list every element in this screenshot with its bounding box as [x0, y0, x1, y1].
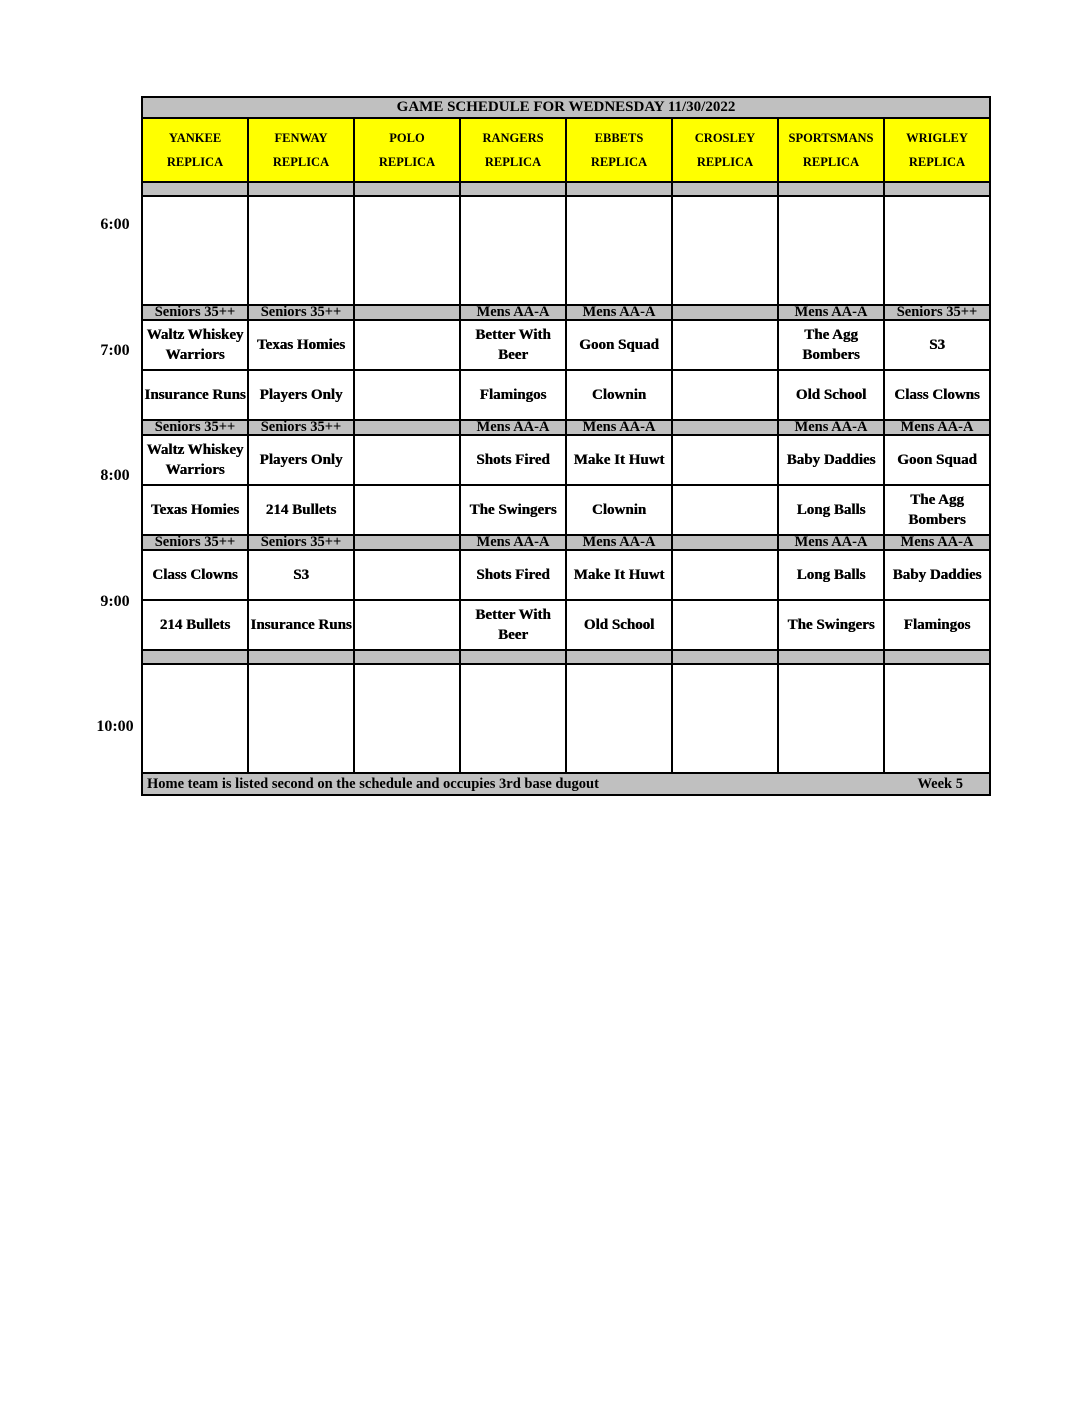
home-team-cell: Class Clowns	[884, 370, 990, 420]
division-cell	[672, 305, 778, 320]
field-header	[142, 118, 248, 182]
away-team-cell	[672, 320, 778, 370]
empty-slot-cell	[248, 196, 354, 305]
field-header	[778, 118, 884, 182]
away-team-cell	[354, 550, 460, 600]
away-team-cell: Better With Beer	[460, 320, 566, 370]
away-team-cell: Goon Squad	[884, 435, 990, 485]
week-label: Week 5	[917, 776, 963, 792]
empty-slot-cell	[672, 664, 778, 773]
spacer-cell	[142, 182, 248, 196]
field-subtitle: REPLICA	[590, 155, 648, 169]
division-cell	[672, 420, 778, 435]
home-team-cell: The Swingers	[778, 600, 884, 650]
spacer-cell	[460, 650, 566, 664]
time-label-6: 6:00	[100, 216, 130, 233]
field-subtitle: REPLICA	[802, 155, 860, 169]
division-cell: Seniors 35++	[884, 305, 990, 320]
away-team-row	[142, 435, 990, 485]
spacer-cell	[672, 182, 778, 196]
division-cell	[354, 420, 460, 435]
empty-slot-cell	[460, 664, 566, 773]
schedule-table	[141, 96, 991, 796]
time-label-10: 10:00	[96, 718, 134, 735]
time-label-9: 9:00	[100, 593, 130, 610]
away-team-cell	[672, 435, 778, 485]
away-team-cell: Texas Homies	[248, 320, 354, 370]
away-team-row	[142, 550, 990, 600]
away-team-cell: Baby Daddies	[778, 435, 884, 485]
division-cell: Mens AA-A	[884, 420, 990, 435]
field-name: YANKEE	[168, 131, 222, 145]
home-team-cell: Better With Beer	[460, 600, 566, 650]
home-team-row	[142, 485, 990, 535]
away-team-cell: Baby Daddies	[884, 550, 990, 600]
home-team-cell: 214 Bullets	[142, 600, 248, 650]
empty-slot-cell	[778, 196, 884, 305]
field-subtitle: REPLICA	[696, 155, 754, 169]
empty-slot-cell	[460, 196, 566, 305]
empty-slot-cell	[248, 664, 354, 773]
away-team-cell	[672, 550, 778, 600]
footer-row	[142, 773, 990, 795]
field-name: FENWAY	[274, 131, 328, 145]
division-cell	[354, 535, 460, 550]
field-name: RANGERS	[482, 131, 544, 145]
spacer-cell	[566, 650, 672, 664]
division-cell: Seniors 35++	[248, 535, 354, 550]
division-cell: Mens AA-A	[566, 305, 672, 320]
spacer-cell	[354, 182, 460, 196]
time-label-8: 8:00	[100, 467, 130, 484]
away-team-cell: Make It Huwt	[566, 435, 672, 485]
empty-slot-cell	[672, 196, 778, 305]
spacer-cell	[778, 650, 884, 664]
field-subtitle: REPLICA	[908, 155, 966, 169]
home-team-cell: Clownin	[566, 370, 672, 420]
division-cell: Mens AA-A	[460, 535, 566, 550]
away-team-cell: S3	[248, 550, 354, 600]
home-team-cell: Flamingos	[460, 370, 566, 420]
spacer-cell	[460, 182, 566, 196]
field-header	[566, 118, 672, 182]
home-team-cell	[354, 485, 460, 535]
home-team-cell: The Agg Bombers	[884, 485, 990, 535]
field-name: WRIGLEY	[906, 131, 968, 145]
division-cell: Mens AA-A	[884, 535, 990, 550]
spacer-cell	[778, 182, 884, 196]
home-team-cell	[354, 600, 460, 650]
division-cell: Seniors 35++	[142, 420, 248, 435]
field-subtitle: REPLICA	[484, 155, 542, 169]
division-cell: Mens AA-A	[460, 305, 566, 320]
schedule-title: GAME SCHEDULE FOR WEDNESDAY 11/30/2022	[142, 97, 990, 118]
away-team-cell: Shots Fired	[460, 435, 566, 485]
home-team-cell: Old School	[778, 370, 884, 420]
field-header	[884, 118, 990, 182]
empty-slot-cell	[354, 664, 460, 773]
division-cell: Seniors 35++	[248, 305, 354, 320]
home-team-cell: Old School	[566, 600, 672, 650]
home-team-cell: The Swingers	[460, 485, 566, 535]
away-team-cell: Waltz Whiskey Warriors	[142, 435, 248, 485]
away-team-row	[142, 320, 990, 370]
field-name: CROSLEY	[694, 131, 756, 145]
division-cell: Seniors 35++	[142, 535, 248, 550]
spacer-cell	[884, 650, 990, 664]
field-header	[672, 118, 778, 182]
division-row	[142, 535, 990, 550]
home-team-cell	[672, 370, 778, 420]
empty-slot-cell	[778, 664, 884, 773]
spacer-row	[142, 650, 990, 664]
spacer-cell	[672, 650, 778, 664]
away-team-cell	[354, 320, 460, 370]
away-team-cell: Waltz Whiskey Warriors	[142, 320, 248, 370]
away-team-cell: Make It Huwt	[566, 550, 672, 600]
field-header	[248, 118, 354, 182]
home-team-cell: Players Only	[248, 370, 354, 420]
away-team-cell: S3	[884, 320, 990, 370]
empty-slot-cell	[566, 664, 672, 773]
field-subtitle: REPLICA	[166, 155, 224, 169]
home-team-cell: Insurance Runs	[248, 600, 354, 650]
spacer-cell	[248, 650, 354, 664]
home-team-cell: Long Balls	[778, 485, 884, 535]
footer-cell	[142, 773, 990, 795]
away-team-cell: Shots Fired	[460, 550, 566, 600]
home-team-cell	[672, 485, 778, 535]
home-team-row	[142, 600, 990, 650]
field-header-row	[142, 118, 990, 182]
division-row	[142, 420, 990, 435]
away-team-cell: Long Balls	[778, 550, 884, 600]
home-team-cell	[354, 370, 460, 420]
slot-6-empty	[142, 196, 990, 305]
field-subtitle: REPLICA	[272, 155, 330, 169]
empty-slot-cell	[884, 196, 990, 305]
slot-10-empty	[142, 664, 990, 773]
spacer-row	[142, 182, 990, 196]
home-team-cell	[672, 600, 778, 650]
away-team-cell: Goon Squad	[566, 320, 672, 370]
home-team-cell: Flamingos	[884, 600, 990, 650]
empty-slot-cell	[884, 664, 990, 773]
away-team-cell: The Agg Bombers	[778, 320, 884, 370]
time-label-7: 7:00	[100, 342, 130, 359]
away-team-cell: Players Only	[248, 435, 354, 485]
home-team-cell: Insurance Runs	[142, 370, 248, 420]
division-cell: Mens AA-A	[460, 420, 566, 435]
home-team-cell: Clownin	[566, 485, 672, 535]
spacer-cell	[248, 182, 354, 196]
field-name: POLO	[389, 131, 425, 145]
home-team-row	[142, 370, 990, 420]
division-cell: Mens AA-A	[778, 420, 884, 435]
home-team-cell: Texas Homies	[142, 485, 248, 535]
spacer-cell	[142, 650, 248, 664]
empty-slot-cell	[354, 196, 460, 305]
empty-slot-cell	[566, 196, 672, 305]
division-cell	[354, 305, 460, 320]
field-header	[460, 118, 566, 182]
field-name: EBBETS	[594, 131, 644, 145]
away-team-cell	[354, 435, 460, 485]
spacer-cell	[884, 182, 990, 196]
spacer-cell	[354, 650, 460, 664]
field-name: SPORTSMANS	[788, 131, 874, 145]
division-cell: Mens AA-A	[566, 535, 672, 550]
empty-slot-cell	[142, 664, 248, 773]
division-cell	[672, 535, 778, 550]
division-cell: Mens AA-A	[566, 420, 672, 435]
division-cell: Seniors 35++	[248, 420, 354, 435]
division-cell: Mens AA-A	[778, 305, 884, 320]
field-subtitle: REPLICA	[378, 155, 436, 169]
home-team-cell: 214 Bullets	[248, 485, 354, 535]
division-row	[142, 305, 990, 320]
division-cell: Seniors 35++	[142, 305, 248, 320]
spacer-cell	[566, 182, 672, 196]
footer-note: Home team is listed second on the schedule and occupies 3rd base dugout	[147, 776, 599, 792]
away-team-cell: Class Clowns	[142, 550, 248, 600]
field-header	[354, 118, 460, 182]
empty-slot-cell	[142, 196, 248, 305]
division-cell: Mens AA-A	[778, 535, 884, 550]
